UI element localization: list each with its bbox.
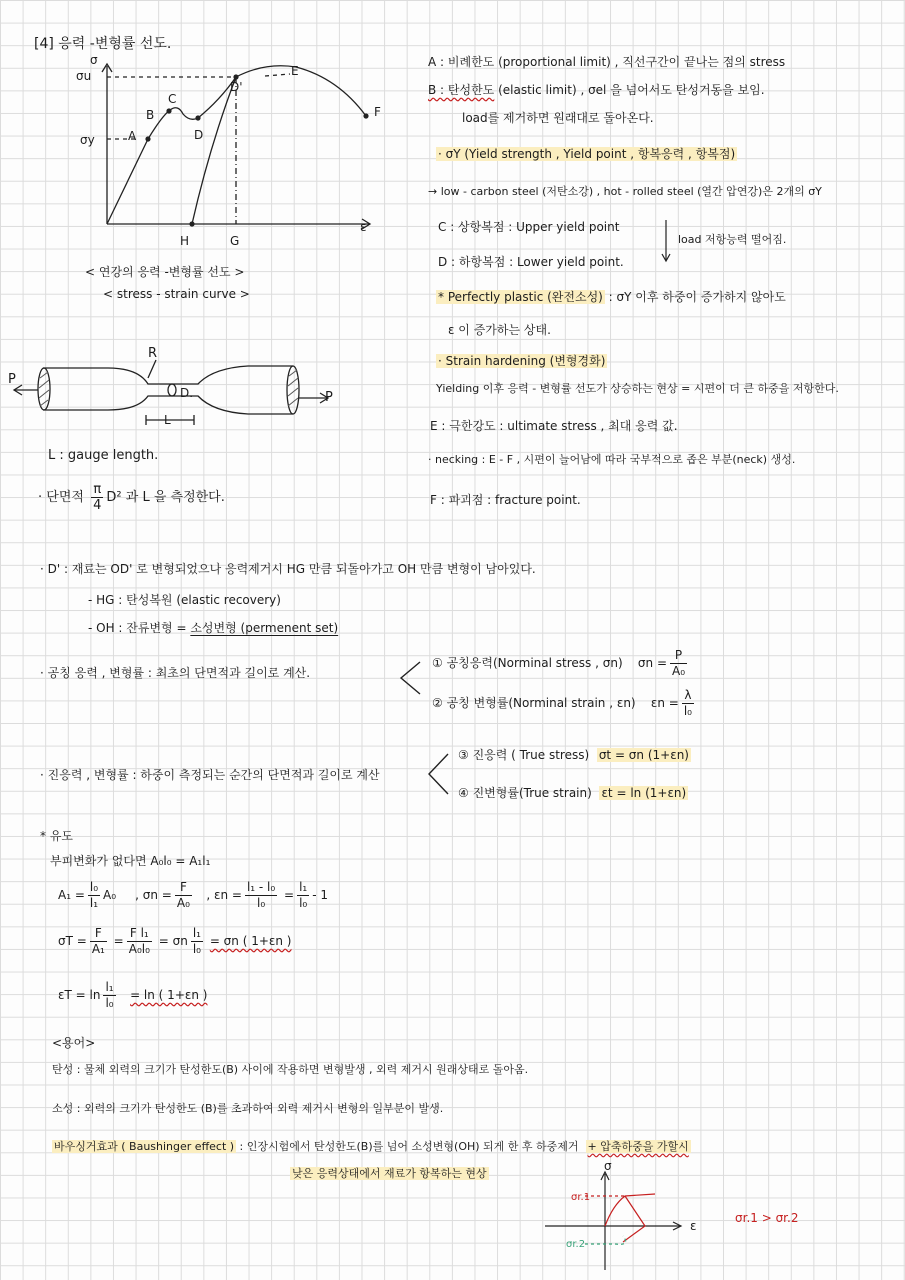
deriv-line1: 부피변화가 없다면 A₀l₀ = A₁l₁ <box>50 854 211 868</box>
graph-point-d: D <box>194 128 204 142</box>
graph-sy-label: σy <box>80 133 95 147</box>
note-steel: → low - carbon steel (저탄소강) , hot - rolled steel (열간 압연강)은 2개의 σY <box>428 185 822 198</box>
note-d: D : 하항복점 : Lower yield point. <box>438 255 624 269</box>
eng-f2: ② 공칭 변형률(Norminal strain , εn) εn = $\frac{\lambda}{\text{l₀}}$ <box>432 688 692 718</box>
note-b2: load를 제거하면 원래대로 돌아온다. <box>462 111 654 125</box>
specimen-p-left: P <box>8 372 16 387</box>
graph-point-dprime: D' <box>230 80 243 94</box>
term-plastic: 소성 : 외력의 크기가 탄성한도 (B)를 초과하여 외력 제거시 변형의 일부분이 발생. <box>52 1102 444 1115</box>
note-b: B : 탄성한도 (elastic limit) , σel 을 넘어서도 탄성거동을 보임. <box>428 83 765 97</box>
graph-y-label: σ <box>90 53 98 67</box>
graph-point-h: H <box>180 234 190 248</box>
term-elastic: 탄성 : 물체 외력의 크기가 탄성한도(B) 사이에 작용하면 변형발생 , 외력 제거시 원래상태로 돌아옴. <box>52 1063 529 1076</box>
specimen-r-label: R <box>148 346 158 361</box>
gauge-length-note: L : gauge length. <box>48 448 159 463</box>
note-load: load 저항능력 떨어짐. <box>678 233 787 246</box>
specimen-l-label: L <box>164 413 171 427</box>
bau-graph-compare: σr.1 > σr.2 <box>735 1211 799 1225</box>
bauschinger-graph <box>545 1160 695 1275</box>
graph-caption-en: < stress - strain curve > <box>103 287 250 301</box>
true-brace <box>426 752 452 796</box>
note-pp2: ε 이 증가하는 상태. <box>448 323 551 337</box>
eng-left: · 공칭 응력 , 변형률 : 최초의 단면적과 길이로 계산. <box>40 666 311 680</box>
deriv-title: * 유도 <box>40 829 73 843</box>
yield-arrow <box>660 218 672 264</box>
note-e: E : 극한강도 : ultimate stress , 최대 응력 값. <box>430 419 678 433</box>
eng-brace <box>398 660 424 696</box>
note-yield: · σY (Yield strength , Yield point , 항복응력 , 항복점) <box>438 147 736 161</box>
note-sh2: Yielding 이후 응력 - 변형률 선도가 상승하는 현상 = 시편이 더 큰 하중을 저항한다. <box>436 382 839 395</box>
graph-point-b: B <box>146 108 155 122</box>
area-note: · 단면적 $\frac{\pi}{4}$ D² 과 L 을 측정한다. <box>38 482 225 513</box>
specimen-p-right: P <box>325 390 333 405</box>
specimen-d-label: D. <box>180 386 194 400</box>
note-c: C : 상항복점 : Upper yield point <box>438 220 620 234</box>
bau-graph-sr1: σr.1 <box>571 1192 591 1203</box>
eng-f1: ① 공칭응력(Norminal stress , σn) σn = $\frac{P}{\text{A₀}}$ <box>432 648 686 678</box>
graph-point-c: C <box>168 92 177 106</box>
note-perfectly-plastic: * Perfectly plastic (완전소성) : σY 이후 하중이 증가하지 않아도 <box>438 290 786 304</box>
deriv-line2: A₁ = $\frac{\text{l₀}}{\text{l₁}}$ A₀ , σn = $\frac{F}{\text{A₀}}$ , εn = $\frac{\text{l₁ - l₀}}{\text{l₀}}$ = $\frac{\text{l₁}}{\text{l₀}}$ - 1 <box>58 880 329 910</box>
bau-graph-y: σ <box>604 1159 612 1173</box>
note-f: F : 파괴점 : fracture point. <box>430 493 581 507</box>
true-left: · 진응력 , 변형률 : 하중이 측정되는 순간의 단면적과 길이로 계산 <box>40 768 380 782</box>
graph-x-label: ε <box>360 220 367 234</box>
true-f3: ③ 진응력 ( True stress) σt = σn (1+εn) <box>458 748 689 762</box>
graph-point-a: A <box>128 129 137 143</box>
note-strain-hardening: · Strain hardening (변형경화) <box>438 354 606 368</box>
deriv-line4: εT = ln $\frac{\text{l₁}}{\text{l₀}}$ = ln ( 1+εn ) <box>58 980 208 1010</box>
dprime-line2: - HG : 탄성복원 (elastic recovery) <box>88 593 281 607</box>
graph-su-label: σu <box>76 69 92 83</box>
graph-point-f: F <box>374 105 381 119</box>
graph-caption-ko: < 연강의 응력 -변형률 선도 > <box>85 265 245 279</box>
bau-graph-x: ε <box>690 1219 697 1233</box>
graph-point-e: E <box>291 64 299 78</box>
deriv-line3: σT = $\frac{F}{\text{A₁}}$ = $\frac{\text{F l₁}}{\text{A₀l₀}}$ = σn $\frac{\text{l₁}}{\text{l₀}}$ = σn ( 1+εn ) <box>58 926 292 956</box>
term-bauschinger2: 낮은 응력상태에서 재료가 항복하는 현상 <box>292 1167 487 1180</box>
note-necking: · necking : E - F , 시편이 늘어남에 따라 국부적으로 좁은 부분(neck) 생성. <box>428 453 796 466</box>
note-a: A : 비례한도 (proportional limit) , 직선구간이 끝나는 점의 stress <box>428 55 786 69</box>
bau-graph-sr2: σr.2 <box>566 1239 586 1250</box>
term-bauschinger: 바우싱거효과 ( Baushinger effect ) : 인장시험에서 탄성한도(B)를 넘어 소성변형(OH) 되게 한 후 하중제거 + 압축하중을 가할시 <box>54 1140 689 1153</box>
dprime-line3: - OH : 잔류변형 = 소성변형 (permenent set) <box>88 621 339 635</box>
dprime-line1: · D' : 재료는 OD' 로 변형되었으나 응력제거시 HG 만큼 되돌아가고 OH 만큼 변형이 남아있다. <box>40 562 536 576</box>
terms-title: <용어> <box>52 1036 96 1050</box>
tensile-specimen-diagram <box>8 350 338 440</box>
page-heading: [4] 응력 -변형률 선도. <box>34 36 172 52</box>
true-f4: ④ 진변형률(True strain) εt = ln (1+εn) <box>458 786 687 800</box>
graph-point-g: G <box>230 234 240 248</box>
